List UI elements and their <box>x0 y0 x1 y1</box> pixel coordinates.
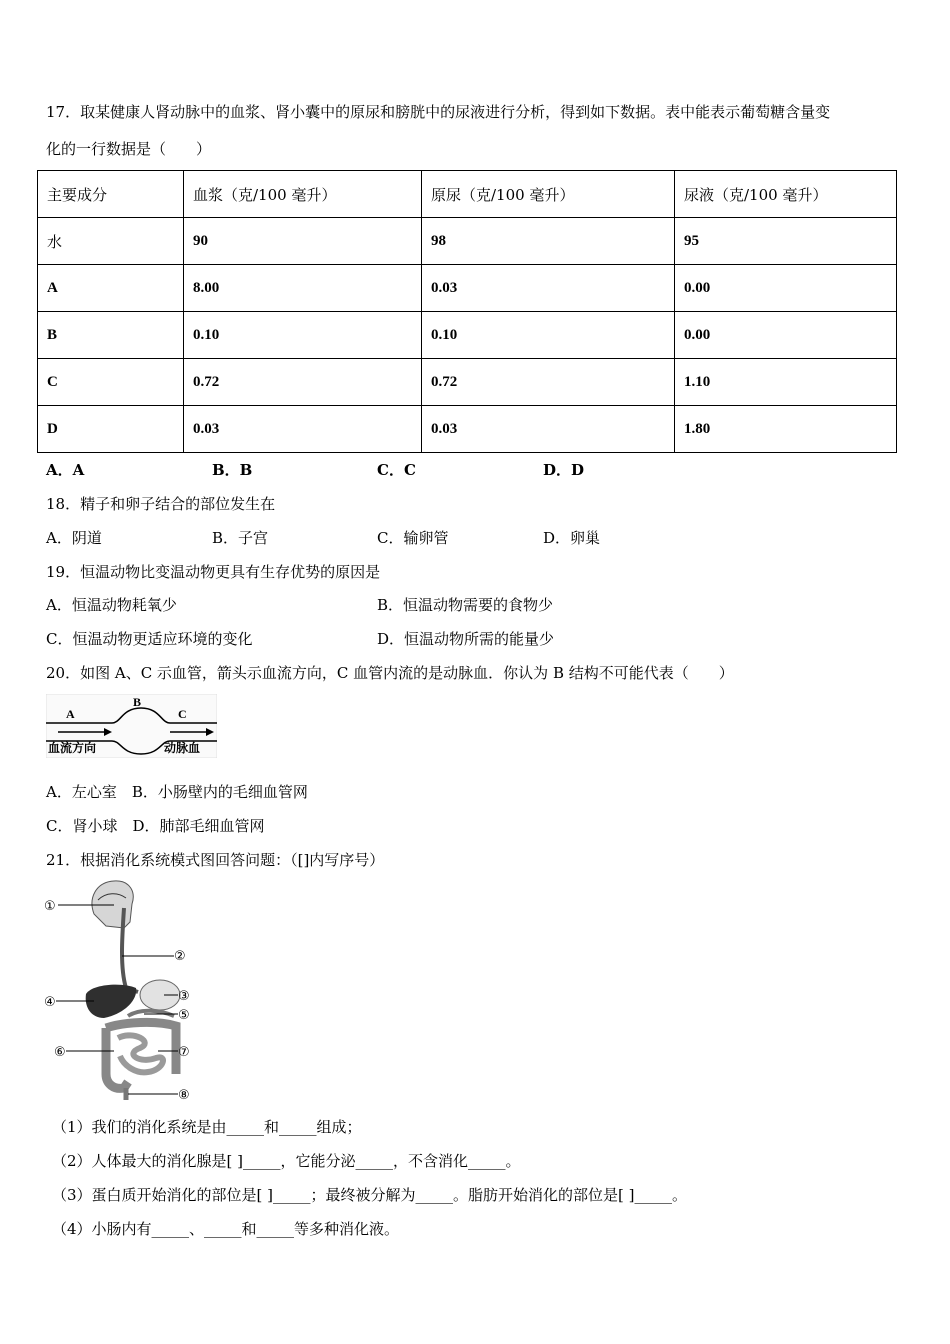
label-8: ⑧ <box>178 1088 190 1103</box>
table-header-cell: 原尿（克/100 毫升） <box>422 171 675 218</box>
table-cell: 0.10 <box>184 312 422 359</box>
q18-option-a[interactable]: A．阴道 <box>46 529 102 547</box>
table-cell: C <box>38 359 184 406</box>
table-cell: A <box>38 265 184 312</box>
table-cell: 水 <box>38 218 184 265</box>
table-row <box>38 359 897 406</box>
table-cell: 8.00 <box>184 265 422 312</box>
q18-option-d[interactable]: D．卵巢 <box>543 529 601 547</box>
q20-options-line1[interactable]: A．左心室 B．小肠壁内的毛细血管网 <box>46 783 308 801</box>
digestive-system-diagram <box>44 878 204 1106</box>
label-c: C <box>178 707 187 721</box>
table-cell: 0.03 <box>422 265 675 312</box>
table-cell: 0.72 <box>422 359 675 406</box>
blood-vessel-diagram <box>46 694 217 758</box>
table-cell: 98 <box>422 218 675 265</box>
table-header-cell: 血浆（克/100 毫升） <box>184 171 422 218</box>
table-row <box>38 312 897 359</box>
q20-options-line2[interactable]: C．肾小球 D．肺部毛细血管网 <box>46 817 265 835</box>
q18-option-b[interactable]: B．子宫 <box>212 529 269 547</box>
q17-option-c[interactable]: C．C <box>377 461 416 479</box>
table-header-row <box>38 171 897 218</box>
q19-option-d[interactable]: D．恒温动物所需的能量少 <box>377 630 555 648</box>
caption-arterial-blood: 动脉血 <box>164 741 201 755</box>
label-6: ⑥ <box>54 1045 66 1060</box>
label-2: ② <box>174 949 186 964</box>
q19-stem: 19．恒温动物比变温动物更具有生存优势的原因是 <box>46 563 381 581</box>
q18-stem: 18．精子和卵子结合的部位发生在 <box>46 495 276 513</box>
q21-stem: 21．根据消化系统模式图回答问题：（[]内写序号） <box>46 851 385 869</box>
table-header-cell: 尿液（克/100 毫升） <box>675 171 897 218</box>
table-cell: 1.80 <box>675 406 897 453</box>
table-cell: 0.03 <box>422 406 675 453</box>
q19-option-c[interactable]: C．恒温动物更适应环境的变化 <box>46 630 253 648</box>
table-row <box>38 265 897 312</box>
caption-flow-direction: 血流方向 <box>48 741 97 755</box>
q21-sub2: （2）人体最大的消化腺是[ ]_____，它能分泌_____，不含消化_____。 <box>52 1152 521 1170</box>
q21-sub3: （3）蛋白质开始消化的部位是[ ]_____；最终被分解为_____。脂肪开始消化的部位是[ ]_____。 <box>52 1186 687 1204</box>
q21-sub1: （1）我们的消化系统是由_____和_____组成； <box>52 1118 362 1136</box>
table-cell: D <box>38 406 184 453</box>
q17-data-table <box>37 170 897 453</box>
q18-option-c[interactable]: C．输卵管 <box>377 529 449 547</box>
table-cell: 0.00 <box>675 265 897 312</box>
table-cell: 95 <box>675 218 897 265</box>
label-b: B <box>133 695 142 709</box>
table-cell: 0.03 <box>184 406 422 453</box>
table-cell: 1.10 <box>675 359 897 406</box>
q17-option-a[interactable]: A．A <box>46 461 85 479</box>
label-4: ④ <box>44 995 56 1010</box>
q17-stem-line1: 17．取某健康人肾动脉中的血浆、肾小囊中的原尿和膀胱中的尿液进行分析，得到如下数据。表中能表示葡萄糖含量变 <box>46 103 831 121</box>
q17-option-d[interactable]: D．D <box>543 461 585 479</box>
label-5: ⑤ <box>178 1008 190 1023</box>
label-7: ⑦ <box>178 1045 190 1060</box>
table-cell: 0.00 <box>675 312 897 359</box>
q17-option-b[interactable]: B．B <box>212 461 253 479</box>
table-cell: 90 <box>184 218 422 265</box>
table-cell: 0.72 <box>184 359 422 406</box>
label-3: ③ <box>178 989 190 1004</box>
label-1: ① <box>44 899 56 914</box>
table-cell: B <box>38 312 184 359</box>
q20-stem: 20．如图 A、C 示血管，箭头示血流方向，C 血管内流的是动脉血．你认为 B 结构不可能代表（ ） <box>46 664 734 682</box>
q19-option-b[interactable]: B．恒温动物需要的食物少 <box>377 596 554 614</box>
table-cell: 0.10 <box>422 312 675 359</box>
table-row <box>38 406 897 453</box>
table-header-cell: 主要成分 <box>38 171 184 218</box>
q17-stem-line2: 化的一行数据是（ ） <box>46 140 212 158</box>
q21-sub4: （4）小肠内有_____、_____和_____等多种消化液。 <box>52 1220 400 1238</box>
label-a: A <box>66 707 75 721</box>
table-row <box>38 218 897 265</box>
q19-option-a[interactable]: A．恒温动物耗氧少 <box>46 596 177 614</box>
